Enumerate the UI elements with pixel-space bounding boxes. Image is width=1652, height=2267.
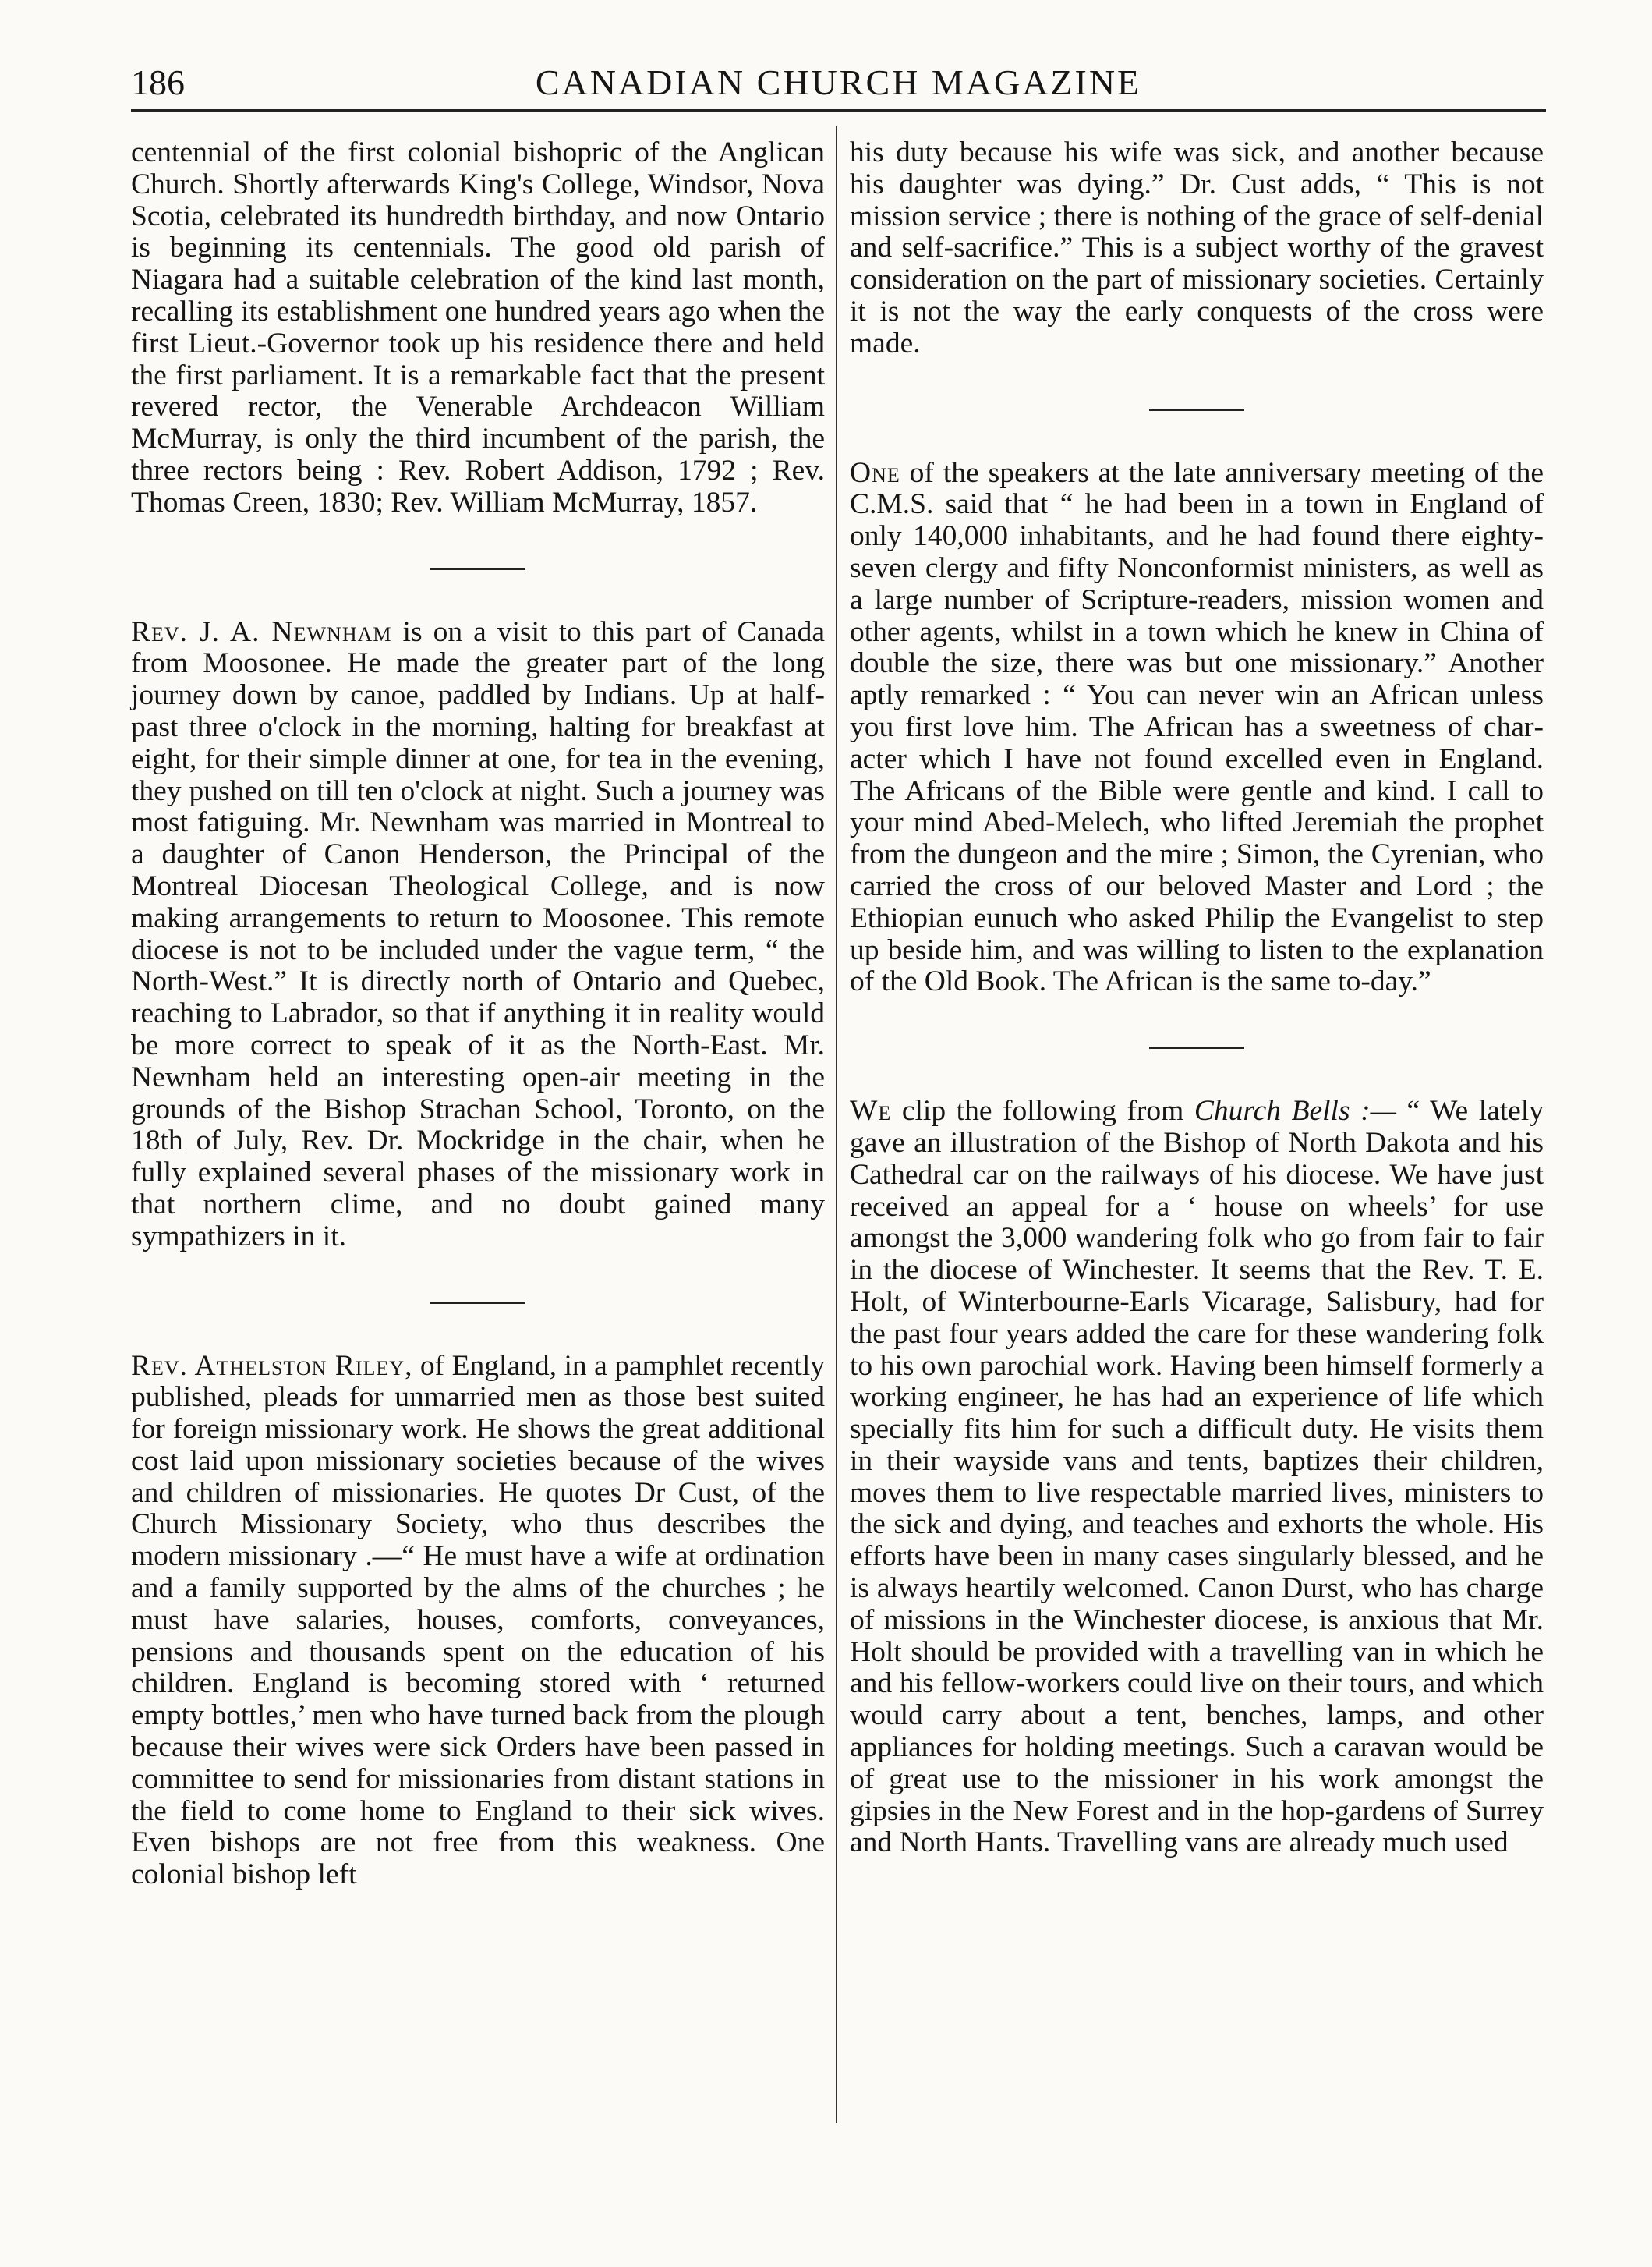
article-paragraph (850, 458, 1544, 999)
section-separator (430, 1302, 525, 1304)
paragraph-lead: Rev. J. A. Newnham (131, 615, 392, 648)
paragraph-lead: We (850, 1095, 892, 1128)
paragraph-text: of the speakers at the late anniversary meeting of the C.M.S. said that “ he had been in a town in England of only 140,000 inhabitants, and he had found there eighty-seven clergy and fifty Nonconformist ministers, as well as a large number of Scripture-readers, mission women and other agents, whilst in a town which he knew in China of double the size, there was but one missionary.” Another aptly remarked : “ You can never win an African unless you first love him. The African has a sweetness of character which I have not found excelled even in England. The Africans of the Bible were gentle and kind. I call to your mind Abed-Melech, who lifted Jeremiah the prophet from the dungeon and the mire ; Simon, the Cyrenian, who carried the cross of our beloved Master and Lord ; the Ethiopian eunuch who asked Philip the Evangelist to step up beside him, and was willing to listen to the explanation of the Old Book. The African is the same to-day.” (850, 456, 1544, 998)
section-separator (430, 568, 525, 570)
paragraph-lead: Rev. Athelston Riley, (131, 1349, 413, 1382)
paragraph-text: centennial of the first colonial bishopric of the Anglican Church. Shortly afterwards King's College, Windsor, Nova Scotia, celebrated its hundredth birthday, and now Ontario is beginning its centennials. The good old parish of Niagara had a suitable celebration of the kind last month, recalling its establishment one hundred years ago when the first Lieut.-Governor took up his residence there and held the first parliament. It is a remarkable fact that the present revered rector, the Venerable Archdeacon William McMurray, is only the third incumbent of the parish, the three rectors being : Rev. Robert Addison, 1792 ; Rev. Thomas Creen, 1830; Rev. William McMurray, 1857. (131, 136, 825, 519)
section-separator (1149, 409, 1244, 411)
paragraph-lead: One (850, 456, 900, 489)
article-paragraph (131, 1351, 825, 1892)
section-separator (1149, 1047, 1244, 1049)
article-paragraph (850, 137, 1544, 360)
paragraph-text: is on a visit to this part of Canada from Moosonee. He made the greater part of the long journey down by canoe, paddled by Indians. Up at half-past three o'clock in the morning, halting for breakfast at eight, for their simple dinner at one, for tea in the evening, they pushed on till ten o'clock at night. Such a journey was most fatiguing. Mr. Newnham was married in Montreal to a daughter of Canon Henderson, the Principal of the Montreal Diocesan Theological College, and is now making arrangements to return to Moosonee. This remote diocese is not to be included under the vague term, “ the North-West.” It is directly north of Ontario and Quebec, reaching to Labrador, so that if anything it in reality would be more correct to speak of it as the North-East. Mr. Newnham held an interesting open-air meeting in the grounds of the Bishop Strachan School, Toronto, on the 18th of July, Rev. Dr. Mockridge in the chair, when he fully explained several phases of the missionary work in that northern clime, and no doubt gained many sympathizers in it. (131, 615, 825, 1252)
page-number: 186 (131, 62, 185, 102)
article-paragraph (131, 137, 825, 519)
running-title: CANADIAN CHURCH MAGAZINE (535, 62, 1142, 102)
column-divider (836, 126, 837, 2123)
right-column (850, 137, 1544, 1859)
paragraph-text: his duty because his wife was sick, and another because his daughter was dying.” Dr. Cust adds, “ This is not mission service ; there is nothing of the grace of self-denial and self-sacrifice.” This is a subject worthy of the gravest consideration on the part of missionary societies. Certainly it is not the way the early conquests of the cross were made. (850, 136, 1544, 360)
left-column (131, 137, 825, 1891)
source-title: Church Bells :— (1194, 1095, 1396, 1128)
page-header (131, 61, 1546, 108)
paragraph-text: “ We lately gave an illustration of the Bishop of North Dakota and his Cathedral car on the railways of his diocese. We have just received an appeal for a ‘ house on wheels’ for use amongst the 3,000 wandering folk who go from fair to fair in the diocese of Winchester. It seems that the Rev. T. E. Holt, of Winterbourne-Earls Vicarage, Salisbury, had for the past four years added the care for these wandering folk to his own parochial work. Having been himself formerly a working engineer, he has had an experience of life which specially fits him for such a difficult duty. He visits them in their wayside vans and tents, baptizes their children, moves them to live respectable married lives, ministers to the sick and dying, and teaches and exhorts the whole. His efforts have been in many cases singularly blessed, and he is always heartily welcomed. Canon Durst, who has charge of missions in the Winchester diocese, is anxious that Mr. Holt should be provided with a travelling van in which he and his fellow-workers could live on their tours, and which would carry about a tent, benches, lamps, and other appliances for holding meetings. Such a caravan would be of great use to the missioner in his work amongst the gipsies in the New Forest and in the hop-gardens of Surrey and North Hants. Travelling vans are already much used (850, 1095, 1544, 1859)
paragraph-text: of England, in a pamphlet recently published, pleads for unmarried men as those best suited for foreign missionary work. He shows the great additional cost laid upon missionary societies because of the wives and children of missionaries. He quotes Dr Cust, of the Church Missionary Society, who thus describes the modern missionary .—“ He must have a wife at ordination and a family supported by the alms of the churches ; he must have salaries, houses, comforts, conveyances, pensions and thousands spent on the education of his children. England is becoming stored with ‘ returned empty bottles,’ men who have turned back from the plough because their wives were sick Orders have been passed in committee to send for missionaries from distant stations in the field to come home to England to their sick wives. Even bishops are not free from this weakness. One colonial bishop left (131, 1349, 825, 1891)
paragraph-text: clip the following from (891, 1095, 1194, 1128)
article-paragraph (850, 1096, 1544, 1859)
article-paragraph (131, 617, 825, 1253)
header-rule (131, 109, 1546, 112)
